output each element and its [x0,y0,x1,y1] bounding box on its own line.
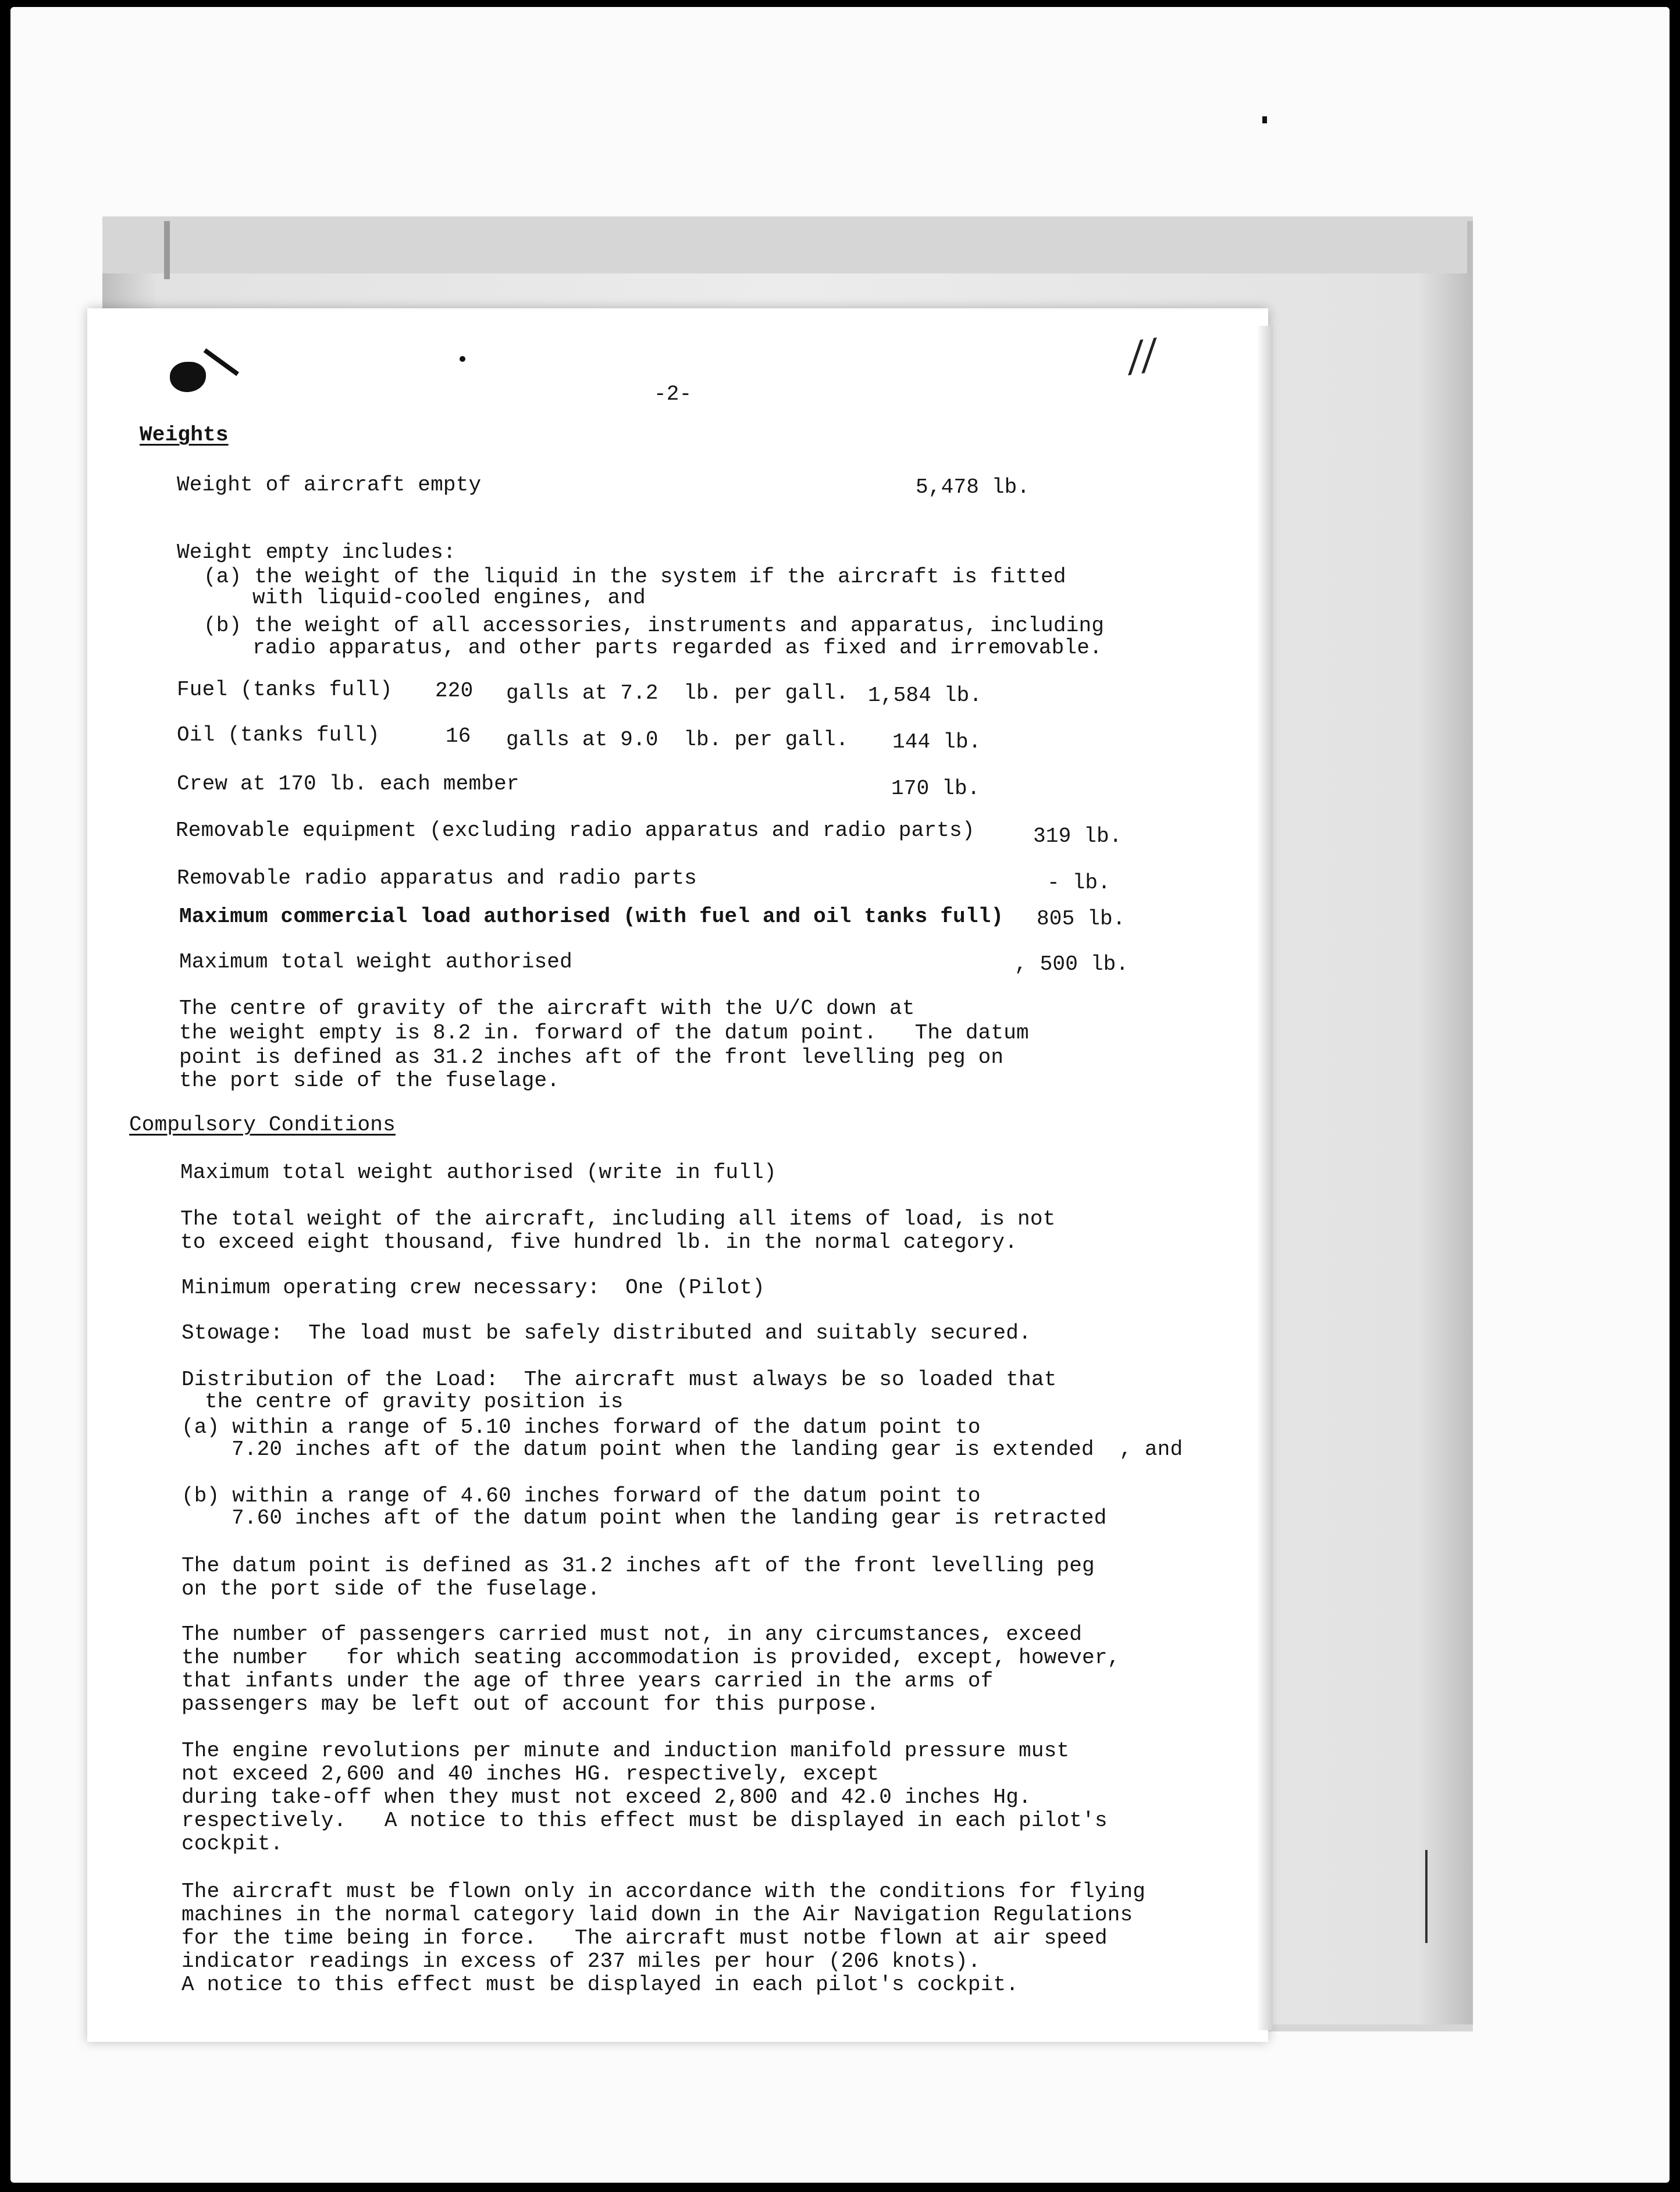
includes-a-line2: with liquid-cooled engines, and [252,586,646,610]
cg-line4: the port side of the fuselage. [179,1069,560,1093]
distribution-b-line1: (b) within a range of 4.60 inches forward of the datum point to [181,1484,981,1508]
max-weight-written-heading: Maximum total weight authorised (write in full) [180,1161,777,1184]
datum-line1: The datum point is defined as 31.2 inches aft of the front levelling peg [181,1554,1095,1578]
radio-label: Removable radio apparatus and radio parts [177,866,697,890]
cg-line3: point is defined as 31.2 inches aft of the front levelling peg on [179,1045,1004,1069]
conditions-heading: Compulsory Conditions [129,1113,396,1137]
passengers-line1: The number of passengers carried must not, in any circumstances, exceed [181,1622,1083,1646]
oil-quantity: 16 [446,724,471,748]
empty-weight-label: Weight of aircraft empty [177,473,482,497]
includes-b-line2: radio apparatus, and other parts regarded as fixed and irremovable. [252,636,1102,660]
min-crew: Minimum operating crew necessary: One (Pilot) [181,1276,765,1300]
fuel-label: Fuel (tanks full) [177,678,393,702]
flying-line4: indicator readings in excess of 237 miles per hour (206 knots). [181,1949,981,1973]
weights-heading: Weights [140,423,229,447]
cg-line1: The centre of gravity of the aircraft with the U/C down at [179,997,915,1020]
oil-rate: galls at 9.0 lb. per gall. [506,728,849,752]
speck-icon [460,356,465,362]
engine-line4: respectively. A notice to this effect must be displayed in each pilot's [181,1809,1108,1832]
removable-equipment-label: Removable equipment (excluding radio apparatus and radio parts) [176,819,975,842]
includes-b-line1: (b) the weight of all accessories, instruments and apparatus, including [204,614,1105,638]
stowage: Stowage: The load must be safely distributed and suitably secured. [181,1321,1031,1345]
radio-weight: - lb. [1047,871,1111,895]
scratch-mark [1425,1850,1428,1943]
handwritten-mark: // [1125,330,1159,381]
engine-line3: during take-off when they must not exceed 2,800 and 42.0 inches Hg. [181,1785,1031,1809]
engine-line5: cockpit. [181,1832,283,1856]
oil-weight: 144 lb. [892,730,981,754]
oil-label: Oil (tanks full) [177,723,380,747]
engine-line1: The engine revolutions per minute and induction manifold pressure must [181,1739,1070,1763]
distribution-a-line2: 7.20 inches aft of the datum point when the landing gear is extended , and [232,1437,1183,1461]
staple-mark-left [164,221,170,279]
speck-icon [1262,116,1267,123]
distribution-line2: the centre of gravity position is [205,1390,624,1414]
flying-line2: machines in the normal category laid down in the Air Navigation Regulations [181,1903,1133,1927]
commercial-load-weight: 805 lb. [1037,907,1126,931]
includes-heading: Weight empty includes: [177,540,456,564]
empty-weight-value: 5,478 lb. [916,475,1030,499]
max-total-label: Maximum total weight authorised [179,950,572,974]
flying-line5: A notice to this effect must be displayed in each pilot's cockpit. [181,1973,1019,1997]
commercial-load-label: Maximum commercial load authorised (with fuel and oil tanks full) [179,905,1004,928]
flying-line3: for the time being in force. The aircraft must notbe flown at air speed [181,1926,1108,1950]
engine-line2: not exceed 2,600 and 40 inches HG. respectively, except [181,1762,880,1786]
datum-line2: on the port side of the fuselage. [181,1577,600,1601]
crew-label: Crew at 170 lb. each member [177,772,519,796]
flying-line1: The aircraft must be flown only in accordance with the conditions for flying [181,1880,1146,1903]
max-total-weight: , 500 lb. [1015,952,1129,976]
distribution-b-line2: 7.60 inches aft of the datum point when the landing gear is retracted [232,1506,1107,1530]
passengers-line3: that infants under the age of three years carried in the arms of [181,1669,994,1693]
page-number: -2- [654,382,692,406]
fuel-rate: galls at 7.2 lb. per gall. [506,681,849,705]
distribution-a-line1: (a) within a range of 5.10 inches forward of the datum point to [181,1415,981,1439]
crew-weight: 170 lb. [891,777,980,800]
passengers-line2: the number for which seating accommodation is provided, except, however, [181,1646,1120,1670]
total-weight-line2: to exceed eight thousand, five hundred lb. in the normal category. [180,1230,1018,1254]
distribution-line1: Distribution of the Load: The aircraft must always be so loaded that [181,1368,1057,1392]
cg-line2: the weight empty is 8.2 in. forward of the datum point. The datum [179,1021,1029,1045]
total-weight-line1: The total weight of the aircraft, including all items of load, is not [180,1207,1056,1231]
fuel-quantity: 220 [435,679,474,703]
staple-mark-right [1467,221,1473,273]
removable-equipment-weight: 319 lb. [1033,824,1122,848]
fuel-weight: 1,584 lb. [868,684,983,707]
passengers-line4: passengers may be left out of account for this purpose. [181,1692,880,1716]
includes-a-line1: (a) the weight of the liquid in the system if the aircraft is fitted [204,565,1066,589]
page-right-edge [1257,326,1273,2030]
